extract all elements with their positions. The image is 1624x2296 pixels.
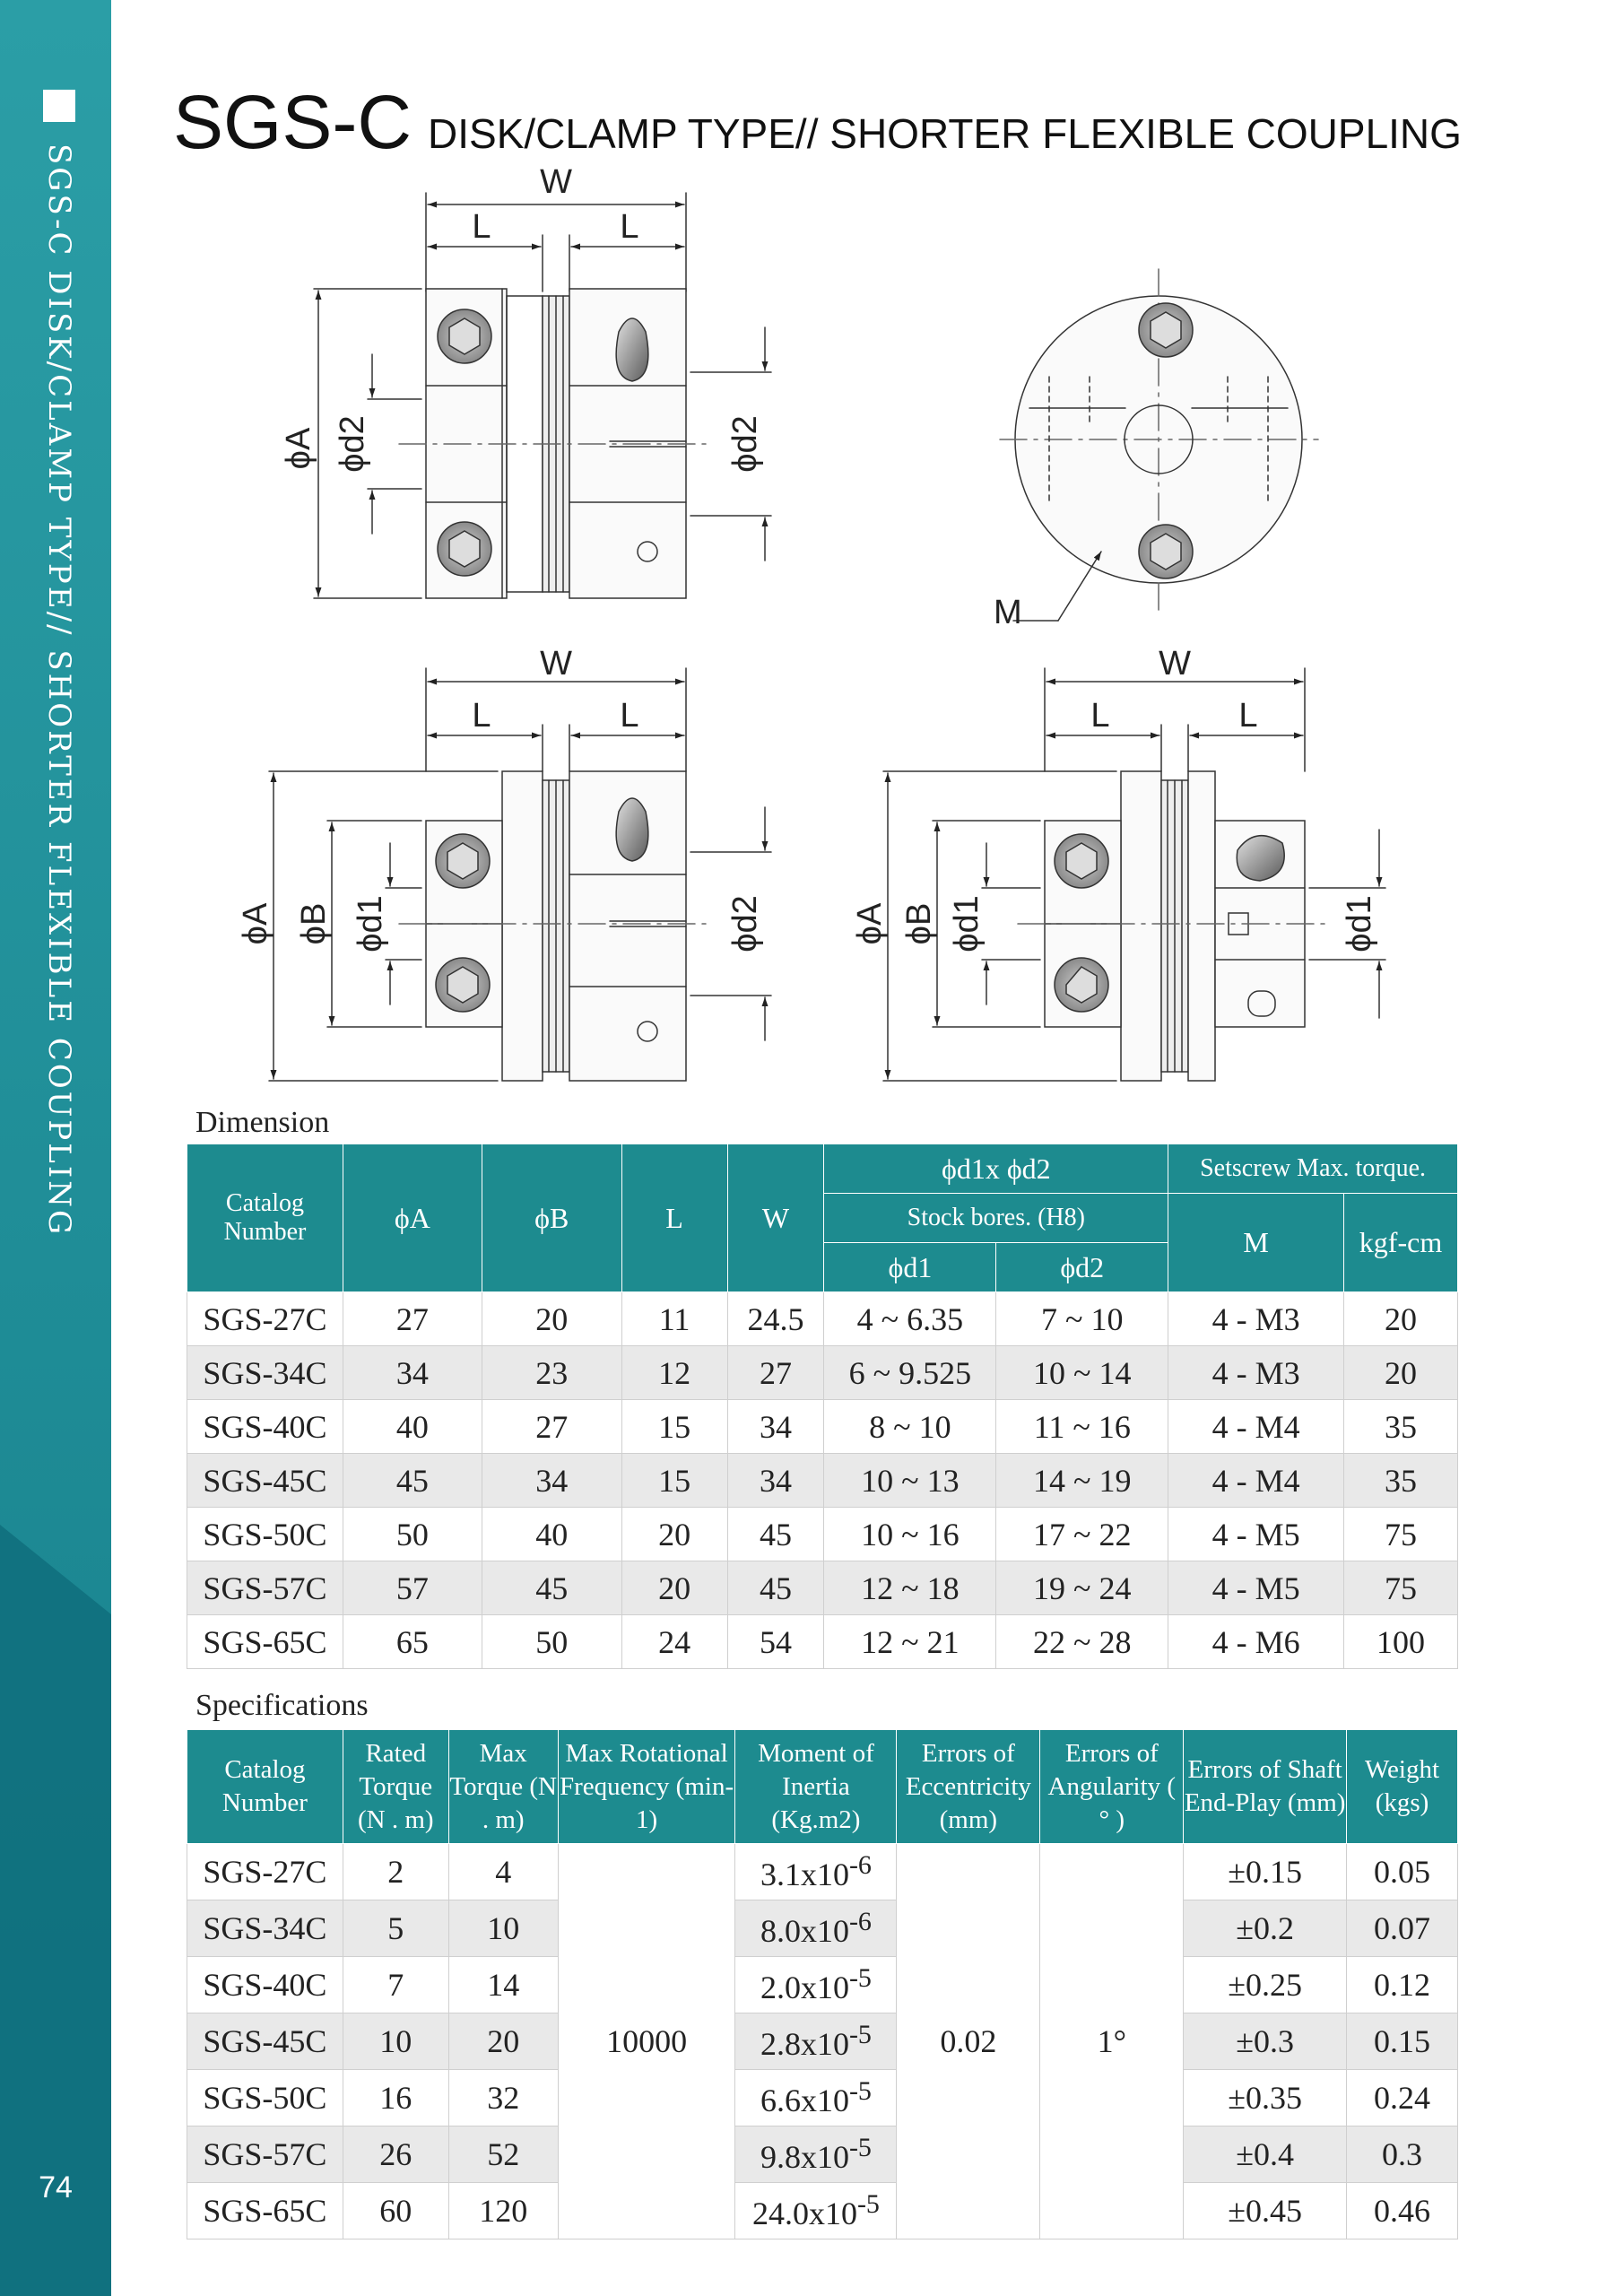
cell-kgf: 20: [1344, 1346, 1458, 1400]
cell-eccentricity: 0.02: [897, 1844, 1040, 2239]
inertia-exponent: -5: [848, 2076, 872, 2106]
inertia-base: 24.0x10: [751, 2196, 857, 2231]
col-catalog-number: Catalog Number: [187, 1730, 343, 1844]
cell-catalog: SGS-40C: [187, 1957, 343, 2013]
col-moment-of-inertia: Moment of Inertia (Kg.m2): [735, 1730, 897, 1844]
cell-catalog: SGS-45C: [187, 2013, 343, 2070]
bottom-right-drawing: [883, 668, 1385, 1081]
table-row: [187, 1454, 1458, 1508]
cell-w: 34: [727, 1454, 824, 1508]
cell-max-torque: 4: [448, 1844, 558, 1900]
cell-end-play: ±0.45: [1184, 2183, 1347, 2239]
cell-a: 34: [343, 1346, 482, 1400]
cell-weight: 0.05: [1347, 1844, 1458, 1900]
cell-m: 4 - M5: [1168, 1508, 1344, 1561]
label-phi-d2: ϕd2: [726, 415, 764, 473]
table-row: [187, 1957, 1458, 2013]
cell-max-frequency: 10000: [558, 1844, 735, 2239]
table-row: [187, 1615, 1458, 1669]
cell-d2: 17 ~ 22: [996, 1508, 1168, 1561]
cell-weight: 0.07: [1347, 1900, 1458, 1957]
cell-b: 27: [482, 1400, 621, 1454]
cell-d2: 14 ~ 19: [996, 1454, 1168, 1508]
cell-max-torque: 120: [448, 2183, 558, 2239]
cell-catalog: SGS-50C: [187, 2070, 343, 2126]
cell-d2: 7 ~ 10: [996, 1292, 1168, 1346]
cell-end-play: ±0.35: [1184, 2070, 1347, 2126]
inertia-base: 2.8x10: [760, 2026, 849, 2062]
table-row: [187, 1900, 1458, 1957]
inertia-base: 3.1x10: [760, 1857, 849, 1892]
technical-drawings: [0, 0, 1624, 1103]
cell-m: 4 - M4: [1168, 1400, 1344, 1454]
title-subtitle: DISK/CLAMP TYPE// SHORTER FLEXIBLE COUPLING: [428, 110, 1462, 157]
cell-w: 24.5: [727, 1292, 824, 1346]
cell-d1: 6 ~ 9.525: [824, 1346, 996, 1400]
cell-kgf: 75: [1344, 1508, 1458, 1561]
cell-a: 45: [343, 1454, 482, 1508]
col-rated-torque: Rated Torque (N . m): [343, 1730, 448, 1844]
dimension-table: [187, 1144, 1458, 1669]
cell-catalog: SGS-40C: [187, 1400, 343, 1454]
label-phi-a: ϕA: [851, 902, 889, 945]
cell-d1: 10 ~ 16: [824, 1508, 996, 1561]
inertia-exponent: -5: [848, 2133, 872, 2162]
label-l: L: [472, 208, 491, 246]
cell-d2: 22 ~ 28: [996, 1615, 1168, 1669]
cell-catalog: SGS-57C: [187, 2126, 343, 2183]
front-view-drawing: [314, 193, 771, 598]
inertia-base: 6.6x10: [760, 2083, 849, 2118]
inertia-exponent: -5: [848, 2020, 872, 2049]
table-row: [187, 1292, 1458, 1346]
cell-max-torque: 52: [448, 2126, 558, 2183]
table-row: [187, 2013, 1458, 2070]
cell-l: 24: [621, 1615, 727, 1669]
cell-a: 40: [343, 1400, 482, 1454]
inertia-base: 8.0x10: [760, 1913, 849, 1949]
label-m: M: [994, 594, 1022, 631]
label-phi-d1: ϕd1: [1341, 895, 1378, 952]
label-phi-b: ϕB: [295, 902, 333, 945]
col-setscrew-group: Setscrew Max. torque.: [1168, 1144, 1458, 1194]
col-phi-d1: ϕd1: [824, 1243, 996, 1292]
cell-b: 20: [482, 1292, 621, 1346]
col-max-torque: Max Torque (N . m): [448, 1730, 558, 1844]
cell-a: 27: [343, 1292, 482, 1346]
cell-rated-torque: 2: [343, 1844, 448, 1900]
cell-catalog: SGS-27C: [187, 1844, 343, 1900]
cell-m: 4 - M4: [1168, 1454, 1344, 1508]
cell-a: 50: [343, 1508, 482, 1561]
cell-inertia: [735, 1844, 897, 1900]
cell-catalog: SGS-65C: [187, 2183, 343, 2239]
cell-catalog: SGS-50C: [187, 1508, 343, 1561]
side-view-drawing: [1000, 269, 1318, 621]
cell-b: 40: [482, 1508, 621, 1561]
label-l: L: [620, 208, 639, 246]
cell-w: 45: [727, 1508, 824, 1561]
cell-d1: 10 ~ 13: [824, 1454, 996, 1508]
model-name: SGS-C: [173, 80, 413, 164]
label-w: W: [540, 163, 572, 201]
cell-catalog: SGS-65C: [187, 1615, 343, 1669]
cell-weight: 0.15: [1347, 2013, 1458, 2070]
cell-b: 45: [482, 1561, 621, 1615]
cell-l: 20: [621, 1561, 727, 1615]
cell-a: 57: [343, 1561, 482, 1615]
table-row: [187, 2183, 1458, 2239]
cell-inertia: [735, 1957, 897, 2013]
specifications-table: [187, 1729, 1458, 2239]
label-phi-b: ϕB: [900, 902, 938, 945]
cell-d2: 11 ~ 16: [996, 1400, 1168, 1454]
cell-l: 20: [621, 1508, 727, 1561]
inertia-exponent: -5: [848, 1963, 872, 1993]
col-errors-end-play: Errors of Shaft End-Play (mm): [1184, 1730, 1347, 1844]
cell-b: 50: [482, 1615, 621, 1669]
cell-a: 65: [343, 1615, 482, 1669]
table-row: [187, 1561, 1458, 1615]
label-w: W: [540, 645, 572, 683]
col-l: L: [621, 1144, 727, 1292]
cell-m: 4 - M5: [1168, 1561, 1344, 1615]
inertia-exponent: -6: [848, 1850, 872, 1880]
label-phi-d2: ϕd2: [726, 895, 764, 952]
cell-weight: 0.12: [1347, 1957, 1458, 2013]
table-row: [187, 1508, 1458, 1561]
col-stock-bores: Stock bores. (H8): [824, 1194, 1168, 1243]
table-row: [187, 1844, 1458, 1900]
cell-end-play: ±0.15: [1184, 1844, 1347, 1900]
col-w: W: [727, 1144, 824, 1292]
cell-l: 15: [621, 1400, 727, 1454]
inertia-exponent: -6: [848, 1907, 872, 1936]
table-row: [187, 2126, 1458, 2183]
cell-inertia: [735, 2013, 897, 2070]
col-weight: Weight (kgs): [1347, 1730, 1458, 1844]
cell-weight: 0.3: [1347, 2126, 1458, 2183]
col-bore-group: ϕd1x ϕd2: [824, 1144, 1168, 1194]
sidebar-vertical-title: SGS-C DISK/CLAMP TYPE// SHORTER FLEXIBLE COUPLING: [41, 144, 77, 1238]
cell-l: 12: [621, 1346, 727, 1400]
label-phi-d2: ϕd2: [334, 415, 371, 473]
col-phi-b: ϕB: [482, 1144, 621, 1292]
cell-m: 4 - M6: [1168, 1615, 1344, 1669]
cell-angularity: 1°: [1040, 1844, 1184, 2239]
col-errors-eccentricity: Errors of Eccentricity (mm): [897, 1730, 1040, 1844]
cell-kgf: 35: [1344, 1454, 1458, 1508]
cell-catalog: SGS-34C: [187, 1900, 343, 1957]
specifications-section-title: Specifications: [195, 1689, 369, 1722]
cell-max-torque: 32: [448, 2070, 558, 2126]
table-row: [187, 1400, 1458, 1454]
cell-end-play: ±0.3: [1184, 2013, 1347, 2070]
col-errors-angularity: Errors of Angularity ( ° ): [1040, 1730, 1184, 1844]
label-phi-a: ϕA: [280, 427, 317, 470]
col-phi-a: ϕA: [343, 1144, 482, 1292]
cell-inertia: [735, 1900, 897, 1957]
table-row: [187, 2070, 1458, 2126]
cell-end-play: ±0.4: [1184, 2126, 1347, 2183]
inertia-base: 2.0x10: [760, 1970, 849, 2005]
cell-max-torque: 14: [448, 1957, 558, 2013]
cell-inertia: [735, 2126, 897, 2183]
cell-kgf: 75: [1344, 1561, 1458, 1615]
label-l: L: [472, 697, 491, 735]
label-w: W: [1159, 645, 1191, 683]
cell-catalog: SGS-34C: [187, 1346, 343, 1400]
cell-d1: 12 ~ 18: [824, 1561, 996, 1615]
cell-d1: 4 ~ 6.35: [824, 1292, 996, 1346]
cell-weight: 0.24: [1347, 2070, 1458, 2126]
cell-l: 15: [621, 1454, 727, 1508]
label-l: L: [1090, 697, 1110, 735]
cell-rated-torque: 60: [343, 2183, 448, 2239]
cell-m: 4 - M3: [1168, 1292, 1344, 1346]
cell-kgf: 35: [1344, 1400, 1458, 1454]
col-max-rotational-frequency: Max Rotational Frequency (min-1): [558, 1730, 735, 1844]
cell-end-play: ±0.2: [1184, 1900, 1347, 1957]
label-phi-d1: ϕd1: [948, 895, 986, 952]
cell-end-play: ±0.25: [1184, 1957, 1347, 2013]
cell-weight: 0.46: [1347, 2183, 1458, 2239]
cell-kgf: 100: [1344, 1615, 1458, 1669]
dimension-section-title: Dimension: [195, 1106, 330, 1139]
label-l: L: [1238, 697, 1258, 735]
cell-rated-torque: 16: [343, 2070, 448, 2126]
cell-b: 23: [482, 1346, 621, 1400]
col-m: M: [1168, 1194, 1344, 1292]
cell-rated-torque: 5: [343, 1900, 448, 1957]
cell-rated-torque: 7: [343, 1957, 448, 2013]
front-view-labels: [280, 163, 764, 473]
cell-w: 27: [727, 1346, 824, 1400]
cell-catalog: SGS-27C: [187, 1292, 343, 1346]
cell-w: 45: [727, 1561, 824, 1615]
cell-inertia: [735, 2183, 897, 2239]
bottom-left-drawing: [269, 668, 771, 1081]
cell-m: 4 - M3: [1168, 1346, 1344, 1400]
cell-catalog: SGS-57C: [187, 1561, 343, 1615]
col-phi-d2: ϕd2: [996, 1243, 1168, 1292]
cell-rated-torque: 10: [343, 2013, 448, 2070]
cell-catalog: SGS-45C: [187, 1454, 343, 1508]
label-phi-d1: ϕd1: [352, 895, 389, 952]
cell-d1: 12 ~ 21: [824, 1615, 996, 1669]
col-kgf-cm: kgf-cm: [1344, 1194, 1458, 1292]
label-l: L: [620, 697, 639, 735]
col-catalog-number: Catalog Number: [187, 1144, 343, 1292]
cell-max-torque: 10: [448, 1900, 558, 1957]
page-number: 74: [39, 2170, 73, 2205]
cell-w: 34: [727, 1400, 824, 1454]
cell-d2: 10 ~ 14: [996, 1346, 1168, 1400]
label-phi-a: ϕA: [237, 902, 274, 945]
cell-max-torque: 20: [448, 2013, 558, 2070]
inertia-exponent: -5: [856, 2189, 880, 2219]
table-row: [187, 1346, 1458, 1400]
cell-kgf: 20: [1344, 1292, 1458, 1346]
cell-d2: 19 ~ 24: [996, 1561, 1168, 1615]
cell-b: 34: [482, 1454, 621, 1508]
cell-w: 54: [727, 1615, 824, 1669]
cell-inertia: [735, 2070, 897, 2126]
cell-l: 11: [621, 1292, 727, 1346]
inertia-base: 9.8x10: [760, 2139, 849, 2175]
cell-rated-torque: 26: [343, 2126, 448, 2183]
cell-d1: 8 ~ 10: [824, 1400, 996, 1454]
